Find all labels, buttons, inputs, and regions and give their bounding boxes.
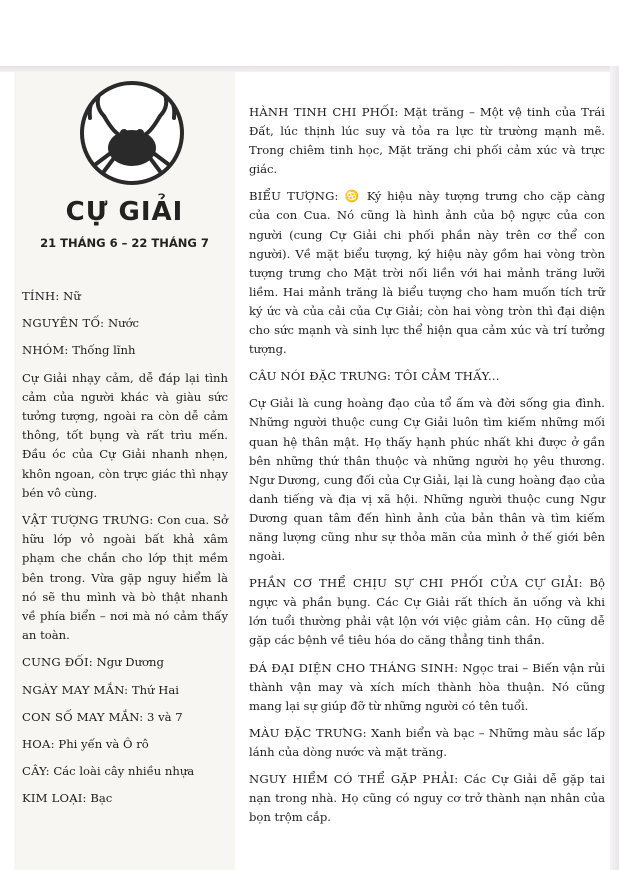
symbol-value: Con cua. Sở hữu lớp vỏ ngoài bất khả xâm phạm che chắn cho lớp thịt mềm bên trong. Vừa gặp nguy hiểm là nó sẽ thu mình và bò thật nhanh về phía biển – nơi mà nó cảm thấy an toàn. [22,513,228,643]
group-line [22,341,228,360]
danger-value: Các Cự Giải dễ gặp tai nạn trong nhà. Họ cũng có nguy cơ trở thành nạn nhân của bọn trộm cắp. [249,772,606,825]
symbol-label: VẬT TƯỢNG TRƯNG: [22,513,154,528]
cancer-glyph-icon: ♋ [344,189,362,204]
glyph-paragraph [249,187,605,359]
right-column [249,103,605,835]
lucky-day-line [22,681,228,700]
crab-emblem-icon [72,78,192,188]
body-label: PHẦN CƠ THỂ CHỊU SỰ CHI PHỐI CỦA CỰ GIẢI: [249,576,583,591]
flower-value: Phi yến và Ô rô [54,737,149,752]
gender-line [22,287,228,306]
lucky-number-value: 3 và 7 [143,709,183,724]
danger-label: NGUY HIỂM CÓ THỂ GẶP PHẢI: [249,772,459,786]
lucky-number-label: CON SỐ MAY MẮN: [22,709,144,724]
tree-value: Các loài cây nhiều nhựa [49,764,195,779]
flower-label: HOA: [22,737,55,752]
gender-value: Nữ [59,289,81,303]
symbol-paragraph [22,511,228,645]
planet-value: Mặt trăng – Một vệ tinh của Trái Đất, lúc thịnh lúc suy và tỏa ra lực từ trường mạnh mẽ. Trong chiêm tinh học, Mặt trăng chi phối cảm xúc và trực giác. [249,105,605,177]
page-top-margin [0,0,619,68]
opposite-value: Ngư Dương [92,655,164,670]
body-value: Bộ ngực và phần bụng. Các Cự Giải rất thích ăn uống và khi lớn tuổi thường phải vật lộn với việc giảm cân. Họ cũng dễ gặp các bệnh về tiêu hóa do căng thẳng tinh thần. [249,576,606,648]
opposite-line [22,653,228,672]
element-line [22,314,228,333]
flower-line [22,735,228,754]
sign-title: CỰ GIẢI [65,197,184,227]
group-label: NHÓM: [22,343,69,358]
motto-paragraph: Cự Giải là cung hoàng đạo của tổ ấm và đời sống gia đình. Những người thuộc cung Cự Giải luôn tìm kiếm những mối quan hệ thân mật. Họ thấy hạnh phúc nhất khi được ở gần bên những thứ thân thuộc và những người họ yêu thương. Ngư Dương, cung đối của Cự Giải, lại là cung hoàng đạo của danh tiếng và địa vị xã hội. Những người thuộc cung Ngư Dương quan tâm đến hình ảnh của bản thân và tìm kiếm năng lượng cũng như sự thỏa mãn của mình ở thế giới bên ngoài. [249,396,605,564]
gender-label: TÍNH: [22,289,60,303]
motto-heading: CÂU NÓI ĐẶC TRƯNG: TÔI CẢM THẤY... [249,369,500,384]
lucky-number-line [22,708,228,727]
sign-dates: 21 THÁNG 6 – 22 THÁNG 7 [40,236,209,250]
element-label: NGUYÊN TỐ: [22,316,105,331]
page-right-edge [610,66,619,870]
metal-line [22,789,228,808]
planet-paragraph [249,103,605,179]
body-paragraph [249,574,605,650]
metal-value: Bạc [86,791,113,806]
glyph-value: Ký hiệu này tượng trưng cho cặp càng của con Cua. Nó cũng là hình ảnh của bộ ngực của con người (cung Cự Giải chi phối phần này trên cơ thể con người). Về mặt biểu tượng, ký hiệu này gồm hai vòng tròn tượng trưng cho Mặt trời nối liền với hai mảnh trăng lưỡi liềm. Hai mảnh trăng là biểu tượng cho ham muốn tích trữ ký ức và của cải của Cự Giải; còn hai vòng tròn thì đại diện cho sức mạnh và sinh lực thể hiện qua cảm xúc và trí tưởng tượng. [249,189,606,357]
group-value: Thống lĩnh [68,343,136,358]
stone-value: Ngọc trai – Biến vận rủi thành vận may và xích mích thành hòa thuận. Nó cũng mang lại sự giúp đỡ từ những người có tên tuổi. [249,660,605,713]
tree-label: CÂY: [22,764,50,779]
metal-label: KIM LOẠI: [22,791,87,806]
opposite-label: CUNG ĐỐI: [22,655,93,670]
lucky-day-value: Thứ Hai [128,682,180,697]
left-facts [22,287,228,817]
description-paragraph: Cự Giải nhạy cảm, dễ đáp lại tình cảm của người khác và giàu sức tưởng tượng, ngoài ra còn dễ cảm thông, tốt bụng và rất trìu mến. Đầu óc của Cự Giải nhanh nhẹn, khôn ngoan, còn trực giác thì nhạy bén vô cùng. [22,370,228,500]
danger-paragraph [249,770,605,827]
color-label: MÀU ĐẶC TRƯNG: [249,725,367,740]
element-value: Nước [104,316,140,331]
color-paragraph [249,724,605,762]
stone-paragraph [249,659,605,716]
lucky-day-label: NGÀY MAY MẮN: [22,682,129,697]
tree-line [22,762,228,781]
color-value: Xanh biển và bạc – Những màu sắc lấp lánh của dòng nước và mặt trăng. [249,725,605,759]
glyph-label: BIỂU TƯỢNG: [249,189,339,204]
planet-label: HÀNH TINH CHI PHỐI: [249,105,399,119]
stone-label: ĐÁ ĐẠI DIỆN CHO THÁNG SINH: [249,660,459,675]
